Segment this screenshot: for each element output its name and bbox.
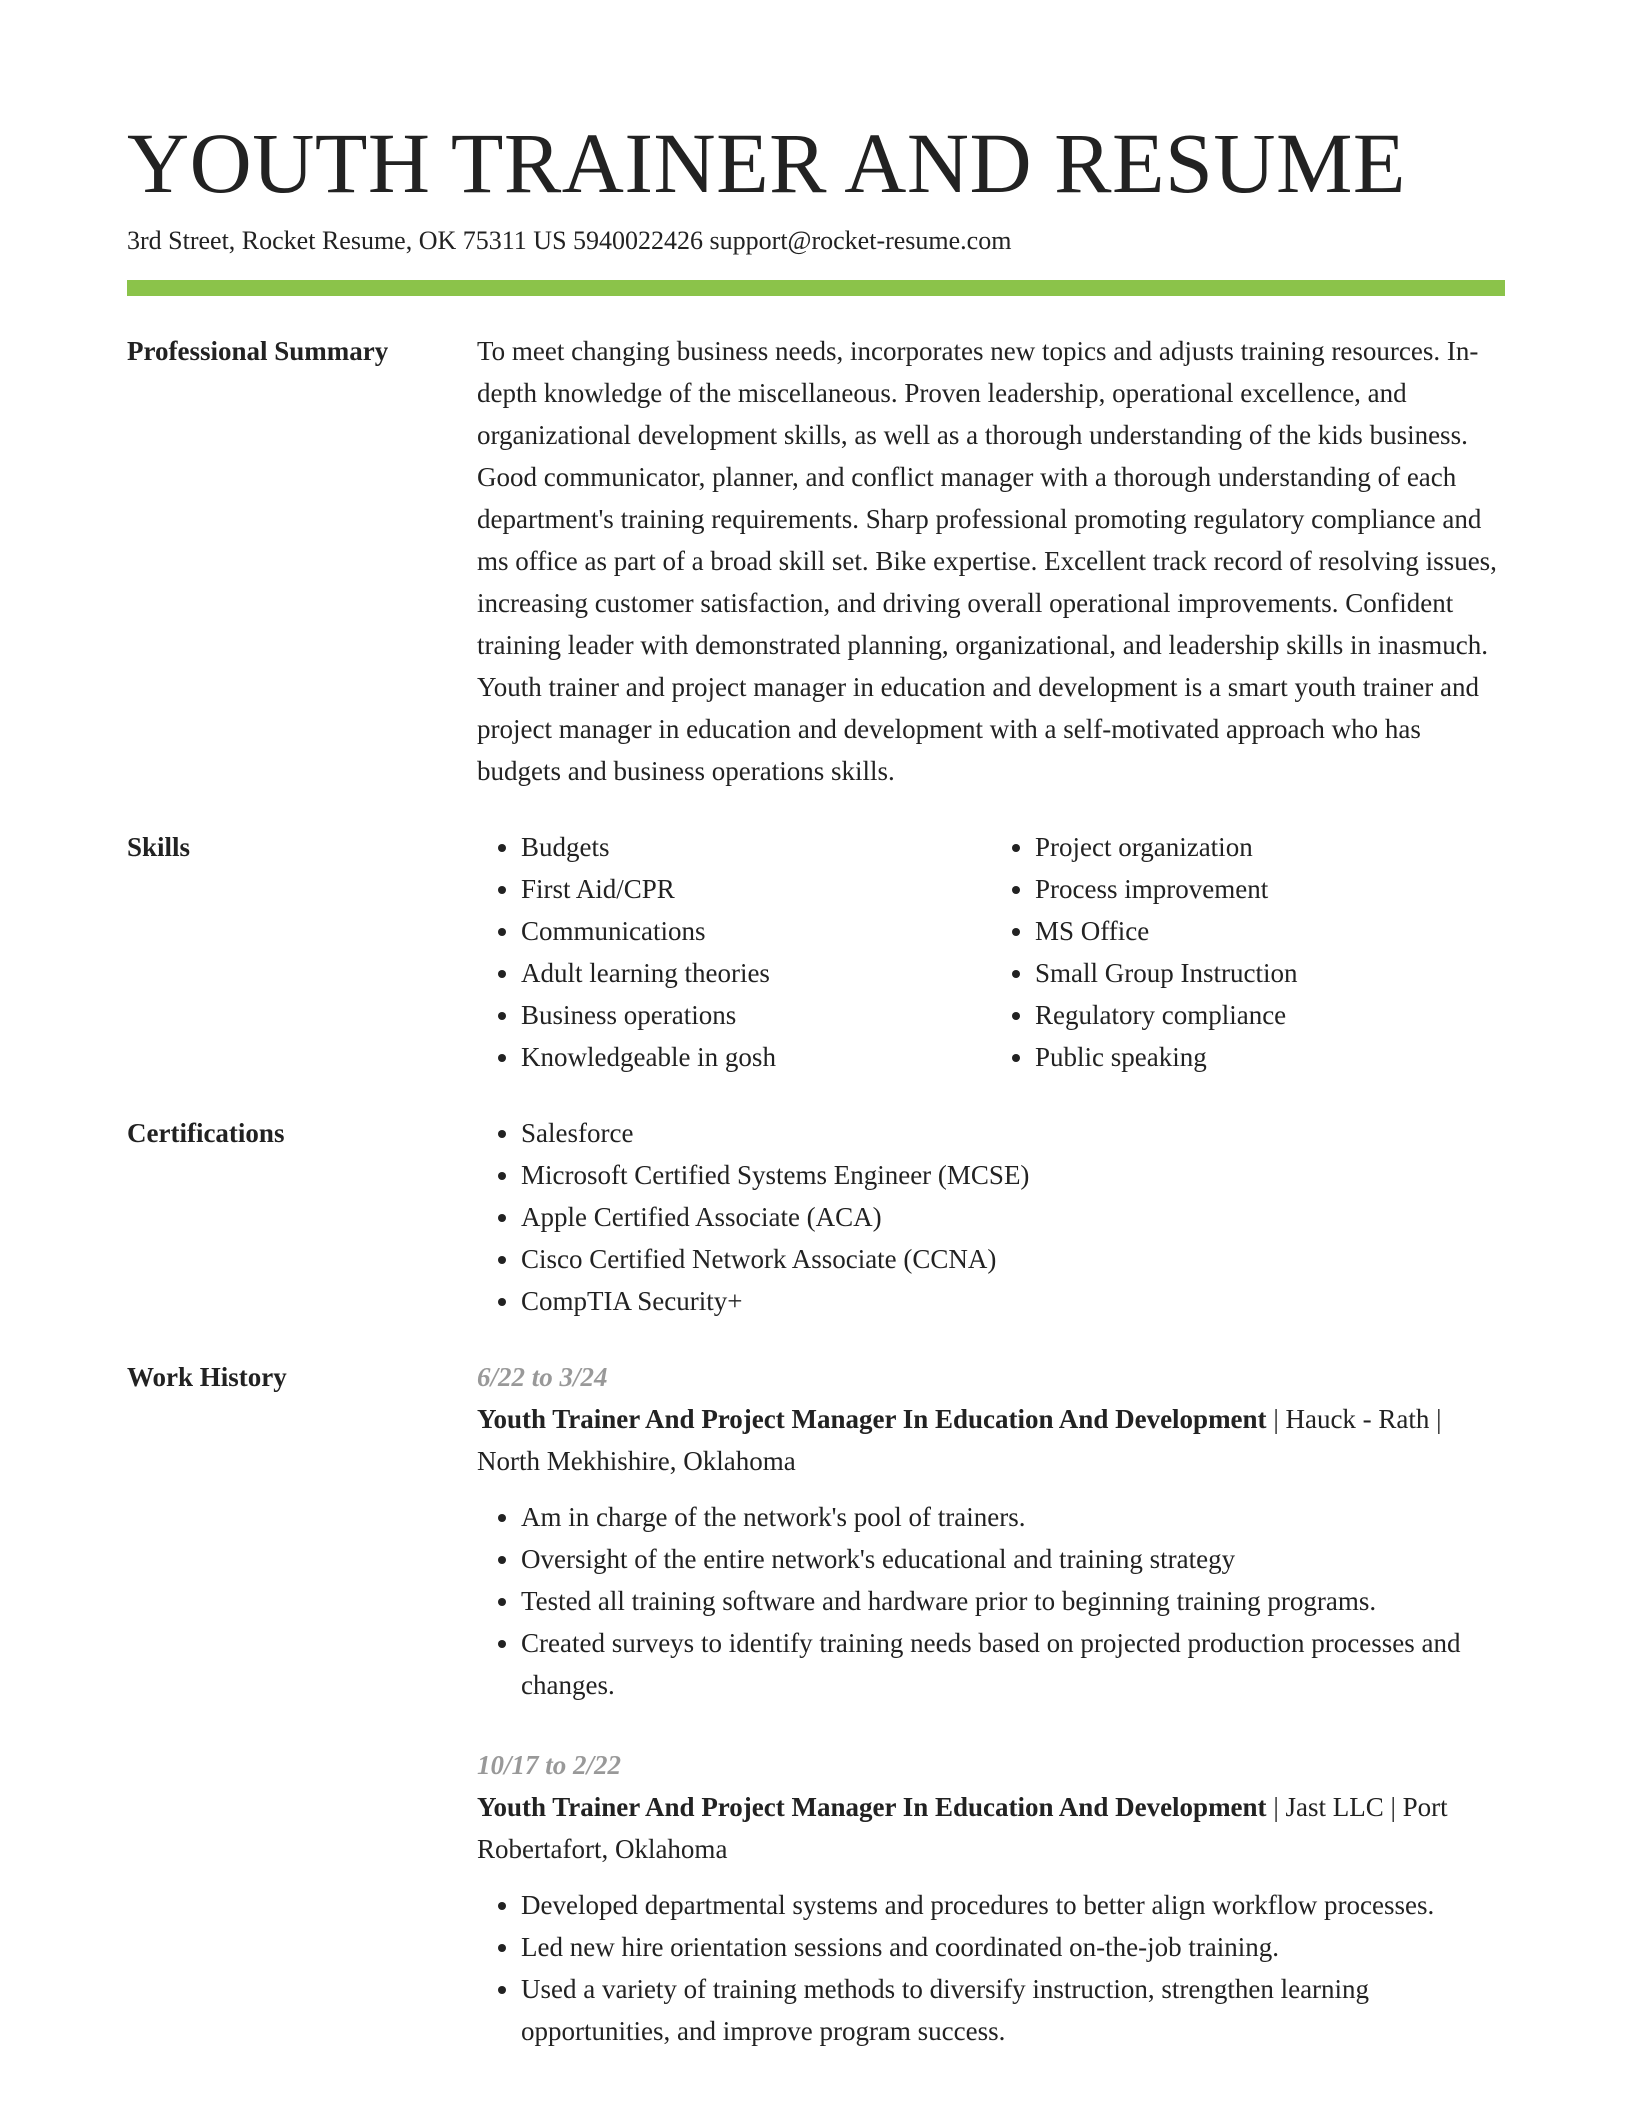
skill-item: • MS Office [1035, 910, 1505, 952]
skill-item: • Small Group Instruction [1035, 952, 1505, 994]
job-bullet: • Tested all training software and hardware prior to beginning training programs. [521, 1580, 1505, 1622]
summary-text: To meet changing business needs, incorporates new topics and adjusts training resources. In-depth knowledge of the miscellaneous. Proven leadership, operational excellence, and organizational development skills, as well as a thorough understanding of the kids business. Good communicator, planner, and conflict manager with a thorough understanding of each department's training requirements. Sharp professional promoting regulatory compliance and ms office as part of a broad skill set. Bike expertise. Excellent track record of resolving issues, increasing customer satisfaction, and driving overall operational improvements. Confident training leader with demonstrated planning, organizational, and leadership skills in inasmuch. Youth trainer and project manager in education and development is a smart youth trainer and project manager in education and development with a self-motivated approach who has budgets and business operations skills. [477, 335, 1497, 786]
work-history-section [127, 1356, 1505, 2052]
skills-section [127, 826, 1505, 1078]
certifications-body [477, 1112, 1505, 1322]
job-dates: 10/17 to 2/22 [477, 1749, 622, 1780]
job-bullet: • Am in charge of the network's pool of trainers. [521, 1496, 1505, 1538]
job-title: Youth Trainer And Project Manager In Education And Development [477, 1403, 1267, 1434]
skill-item: • Communications [521, 910, 991, 952]
job-heading [477, 1786, 1505, 1870]
skill-item: • First Aid/CPR [521, 868, 991, 910]
section-label-summary: Professional Summary [127, 335, 389, 366]
certification-item: • CompTIA Security+ [521, 1280, 1505, 1322]
job-heading [477, 1398, 1505, 1482]
section-label-skills: Skills [127, 831, 191, 862]
skill-item: • Budgets [521, 826, 991, 868]
certification-item: • Microsoft Certified Systems Engineer (MCSE) [521, 1154, 1505, 1196]
job-entry [477, 1744, 1505, 2052]
summary-body [477, 330, 1505, 792]
header-accent-rule [127, 280, 1505, 296]
section-label-work-history: Work History [127, 1361, 287, 1392]
certifications-section [127, 1112, 1505, 1322]
work-history-body [477, 1356, 1505, 2052]
contact-line: 3rd Street, Rocket Resume, OK 75311 US 5940022426 support@rocket-resume.com [127, 226, 1012, 255]
job-bullet: • Created surveys to identify training needs based on projected production processes and changes. [521, 1622, 1505, 1706]
summary-section [127, 330, 1505, 792]
skill-item: • Regulatory compliance [1035, 994, 1505, 1036]
section-label-certifications: Certifications [127, 1117, 285, 1148]
job-details: | Hauck - Rath | North Mekhishire, Oklahoma [477, 1403, 1442, 1476]
skill-item: • Business operations [521, 994, 991, 1036]
certification-item: • Salesforce [521, 1112, 1505, 1154]
skill-item: • Knowledgeable in gosh [521, 1036, 991, 1078]
skills-list-right [991, 826, 1505, 1078]
skill-item: • Public speaking [1035, 1036, 1505, 1078]
job-bullet: • Led new hire orientation sessions and coordinated on-the-job training. [521, 1926, 1505, 1968]
job-bullet: • Developed departmental systems and procedures to better align workflow processes. [521, 1884, 1505, 1926]
job-bullets [477, 1884, 1505, 2052]
job-entry [477, 1356, 1505, 1706]
certification-item: • Apple Certified Associate (ACA) [521, 1196, 1505, 1238]
certifications-list [477, 1112, 1505, 1322]
job-bullets [477, 1496, 1505, 1706]
job-details: | Jast LLC | Port Robertafort, Oklahoma [477, 1791, 1448, 1864]
skill-item: • Adult learning theories [521, 952, 991, 994]
job-dates: 6/22 to 3/24 [477, 1361, 608, 1392]
job-bullet: • Used a variety of training methods to diversify instruction, strengthen learning opportunities, and improve program success. [521, 1968, 1505, 2052]
resume-name: YOUTH TRAINER AND RESUME [127, 115, 1406, 211]
skills-body [477, 826, 1505, 1078]
certification-item: • Cisco Certified Network Associate (CCNA) [521, 1238, 1505, 1280]
job-bullet: • Oversight of the entire network's educational and training strategy [521, 1538, 1505, 1580]
skills-list-left [477, 826, 991, 1078]
skill-item: • Process improvement [1035, 868, 1505, 910]
job-title: Youth Trainer And Project Manager In Education And Development [477, 1791, 1267, 1822]
skill-item: • Project organization [1035, 826, 1505, 868]
